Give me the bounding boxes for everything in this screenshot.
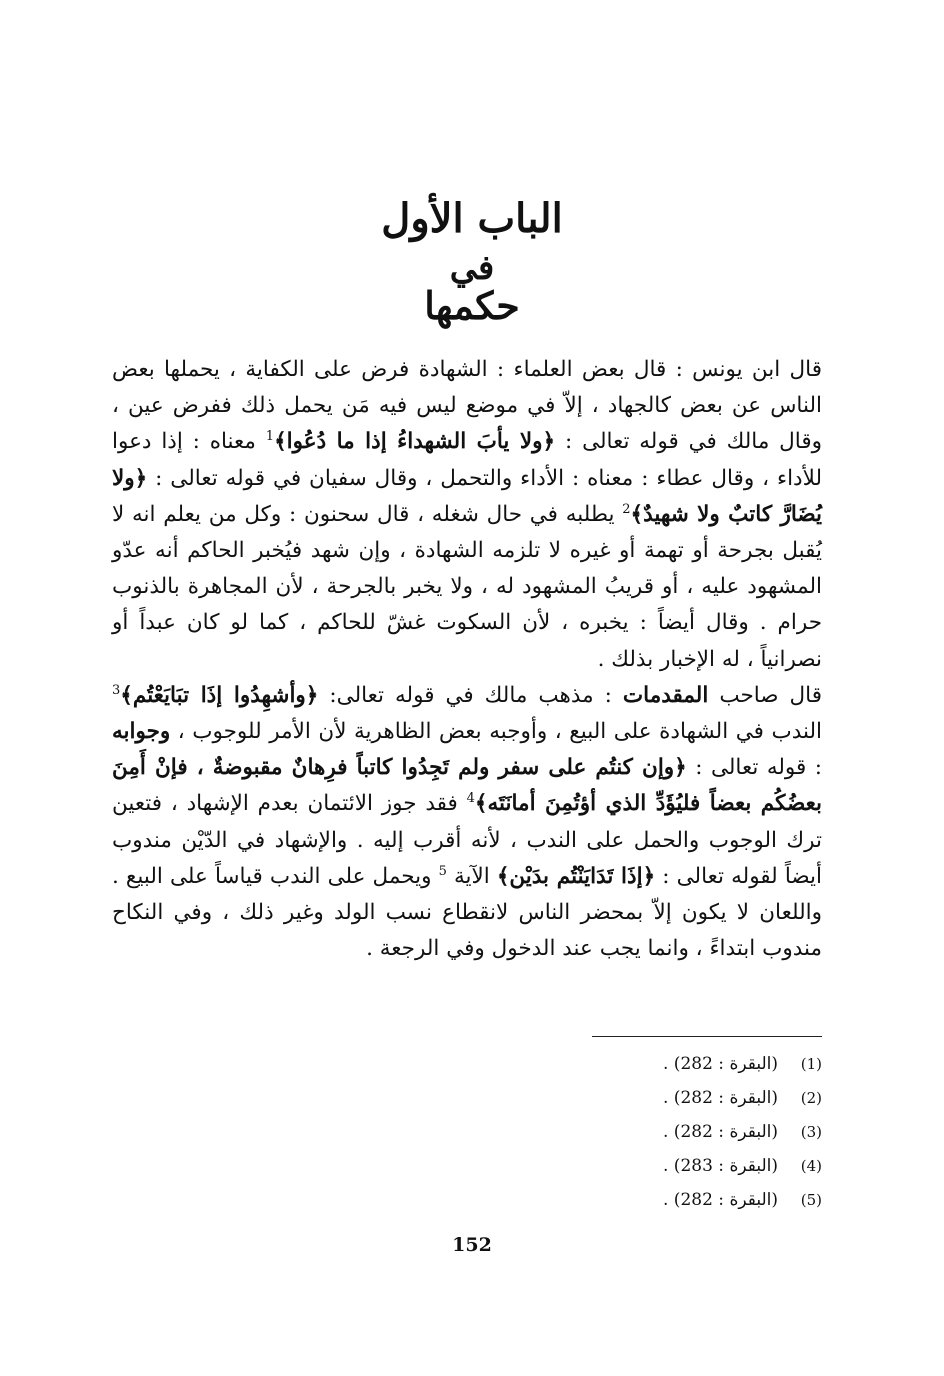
footnote-marker: 5	[438, 863, 447, 879]
text-segment: قال ابن يونس : قال بعض العلماء : الشهادة فرض على الكفاية ، يحملها بعض الناس عن بعض كالجهاد ، إلاّ في موضع ليس فيه مَن يحمل ذلك ففرض عين ، وقال مالك في قوله تعالى :	[112, 357, 822, 455]
footnote-marker: 2	[622, 501, 631, 517]
footnote-marker: 1	[265, 429, 275, 445]
footnote-marker: 3	[112, 682, 121, 698]
footnote-reference: (البقرة : 282) .	[663, 1122, 778, 1142]
quran-quote: ﴿وأشهِدُوا إذَا تبَايَعْتُم﴾	[120, 682, 319, 708]
body-paragraph	[112, 352, 822, 678]
quran-quote: وجوابه	[112, 719, 171, 745]
footnote-item	[470, 1149, 822, 1183]
footnote-reference: (البقرة : 282) .	[663, 1088, 778, 1108]
footnote-separator	[592, 1036, 822, 1037]
text-segment: الآية	[446, 863, 497, 889]
footnote-item	[470, 1183, 822, 1217]
footnote-item	[470, 1115, 822, 1149]
text-segment: ويحمل على الندب قياساً على البيع . واللعان لا يكون إلاّ بمحضر الناس لانقطاع نسب الولد وغير ذلك ، وفي النكاح مندوب ابتداءً ، وانما يجب عند الدخول وفي الرجعة .	[112, 863, 822, 962]
quran-quote: ﴿وإن كنتُم على سفر ولم تَجِدُوا كاتباً فرِهانٌ مقبوضةٌ ، فإنْ أَمِنَ بعضُكُم بعضاً فليُؤَدِّ الذي أؤتُمِنَ أمانَتَه﴾	[112, 755, 822, 817]
quran-quote: ﴿ولا يُضَارَّ كاتبٌ ولا شهيدٌ﴾	[112, 465, 822, 527]
footnote-item	[470, 1081, 822, 1115]
chapter-topic: حكمها	[424, 283, 520, 328]
text-segment: : قوله تعالى :	[686, 755, 822, 781]
footnote-reference: (البقرة : 283) .	[663, 1156, 778, 1176]
chapter-connector: في	[449, 248, 495, 288]
footnote-number: (3)	[800, 1123, 822, 1141]
footnote-number: (5)	[800, 1191, 822, 1209]
footnote-marker: 4	[466, 791, 475, 807]
body-paragraph	[112, 678, 822, 968]
quran-quote: ﴿إذَا تَدَايَنْتُم بدَيْن﴾	[496, 863, 656, 889]
footnote-number: (1)	[800, 1055, 822, 1073]
footnote-item	[470, 1047, 822, 1081]
text-segment: يطلبه في حال شغله ، قال سحنون : وكل من يعلم انه لا يُقبل بجرحة أو تهمة أو غيره لا تلزمه الشهادة ، وإن شهد فيُخبر الحاكم أنه عدّو المشهود عليه ، أو قريبُ المشهود له ، ولا يخبر بالجرحة ، لأن المجاهرة بالذنوب حرام . وقال أيضاً : يخبره ، لأن السكوت غشّ للحاكم ، كما لو كان عبداً أو نصرانياً ، له الإخبار بذلك .	[112, 501, 822, 672]
text-segment: فقد جوز الائتمان بعدم الإشهاد ، فتعين ترك الوجوب والحمل على الندب ، لأنه أقرب إليه . والإشهاد في الدّيْن مندوب أيضاً لقوله تعالى :	[112, 791, 822, 889]
footnote-number: (4)	[800, 1157, 822, 1175]
quran-quote: ﴿ولا يأبَ الشهداءُ إذا ما دُعُوا﴾	[274, 429, 556, 455]
footnotes	[470, 1047, 822, 1217]
chapter-title: الباب الأول	[381, 195, 563, 242]
footnote-reference: (البقرة : 282) .	[663, 1190, 778, 1210]
body-text	[112, 352, 822, 967]
page-number: 152	[452, 1234, 492, 1256]
quran-quote: المقدمات	[622, 682, 709, 708]
text-segment: الندب في الشهادة على البيع ، وأوجبه بعض الظاهرية لأن الأمر للوجوب ،	[170, 719, 822, 745]
text-segment: قال صاحب	[708, 682, 822, 708]
footnote-number: (2)	[800, 1089, 822, 1107]
text-segment: معناه : إذا دعوا للأداء ، وقال عطاء : معناه : الأداء والتحمل ، وقال سفيان في قوله تعالى :	[112, 429, 822, 491]
text-segment: : مذهب مالك في قوله تعالى:	[318, 682, 623, 708]
footnote-reference: (البقرة : 282) .	[663, 1054, 778, 1074]
